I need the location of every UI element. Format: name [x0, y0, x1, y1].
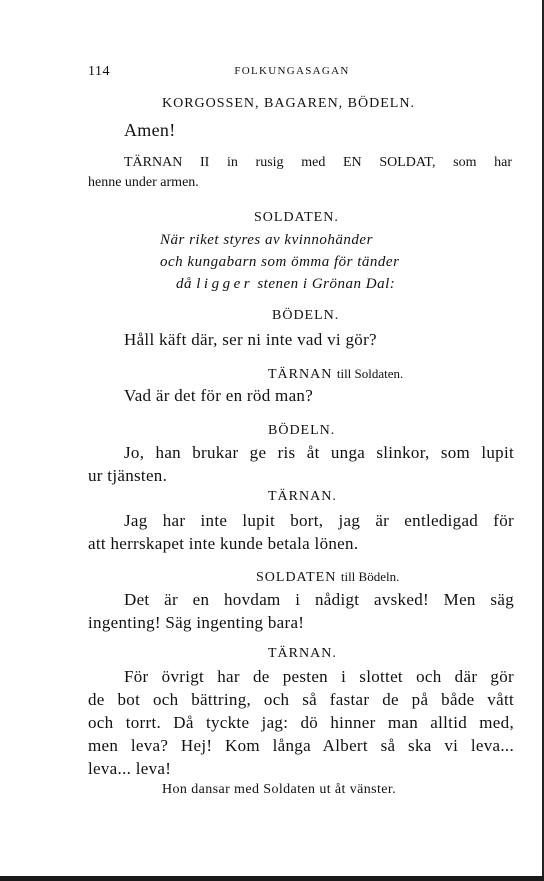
page-number: 114 [88, 64, 110, 79]
speaker-heading: SOLDATEN till Bödeln. [256, 569, 400, 585]
dialogue-line: Det är en hovdam i nådigt avsked! Men säg [124, 590, 514, 609]
running-head: FOLKUNGASAGAN [234, 65, 350, 77]
speaker-heading: BÖDELN. [268, 423, 336, 438]
stage-direction: till Bödeln. [340, 569, 400, 584]
dialogue-line: men leva? Hej! Kom långa Albert så ska vi leva... [88, 736, 514, 755]
dialogue-line: Jag har inte lupit bort, jag är entledigad för [124, 511, 514, 530]
speaker-heading: KORGOSSEN, BAGAREN, BÖDELN. [162, 96, 415, 111]
dialogue-line: Håll käft där, ser ni inte vad vi gör? [124, 330, 377, 349]
dialogue-line: de bot och bättring, och så fastar de på både vått [88, 690, 514, 709]
dialogue-line: och torrt. Då tyckte jag: dö hinner man alltid med, [88, 713, 514, 732]
spaced-emphasis: ligger [196, 276, 254, 292]
dialogue-line: För övrigt har de pesten i slottet och där gör [124, 667, 514, 686]
dialogue-line: ur tjänsten. [88, 466, 168, 485]
dialogue-line: Amen! [124, 120, 176, 140]
speaker-heading: TÄRNAN. [268, 646, 337, 661]
stage-direction: Hon dansar med Soldaten ut åt vänster. [162, 782, 397, 797]
dialogue-line: att herrskapet inte kunde betala lönen. [88, 534, 359, 553]
speaker-heading: BÖDELN. [272, 308, 340, 323]
dialogue-line: leva... leva! [88, 759, 172, 778]
verse-line: och kungabarn som ömma för tänder [160, 254, 400, 270]
stage-direction: henne under armen. [88, 175, 199, 190]
dialogue-line: Vad är det för en röd man? [124, 386, 314, 405]
speaker-heading: TÄRNAN till Soldaten. [268, 366, 404, 382]
stage-direction: till Soldaten. [336, 366, 404, 381]
page-edge-bottom [0, 876, 544, 881]
speaker-heading: TÄRNAN. [268, 489, 337, 504]
dialogue-line: ingenting! Säg ingenting bara! [88, 613, 305, 632]
verse-line: då ligger stenen i Grönan Dal: [176, 276, 396, 292]
dialogue-line: Jo, han brukar ge ris åt unga slinkor, som lupit [124, 443, 514, 462]
speaker-heading: SOLDATEN. [254, 210, 339, 225]
verse-line: När riket styres av kvinnohänder [160, 232, 373, 248]
stage-direction: TÄRNAN II in rusig med EN SOLDAT, som har [124, 155, 512, 170]
